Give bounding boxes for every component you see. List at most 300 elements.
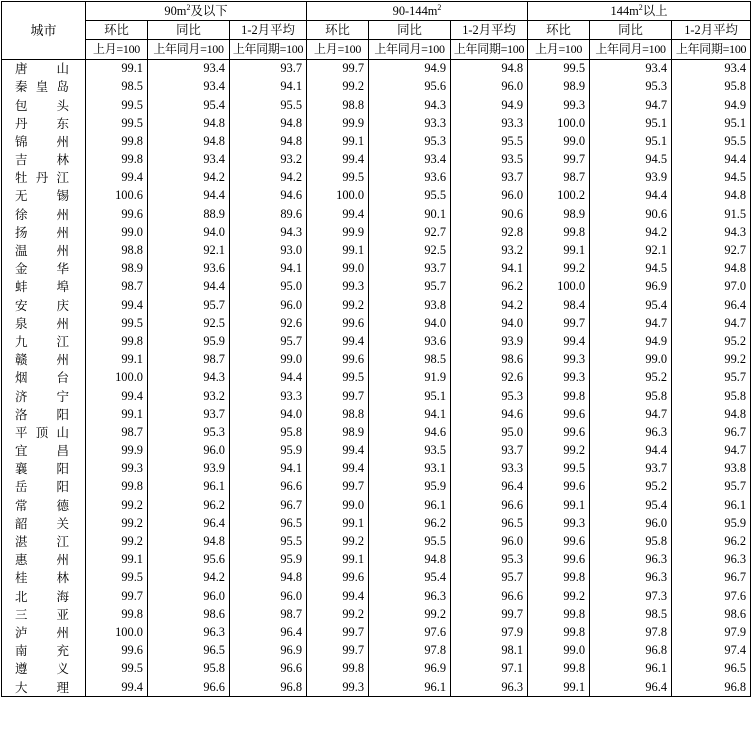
- index-value: 99.0: [528, 132, 590, 150]
- index-value: 96.9: [590, 278, 672, 296]
- index-value: 98.4: [528, 296, 590, 314]
- subheader-mom: 环比: [86, 21, 148, 40]
- index-value: 94.0: [230, 405, 307, 423]
- index-value: 95.8: [590, 387, 672, 405]
- index-value: 94.9: [369, 59, 451, 78]
- table-row: [2, 423, 751, 441]
- index-value: 98.7: [528, 169, 590, 187]
- index-value: 94.2: [451, 296, 528, 314]
- city-name: 岳阳: [2, 478, 86, 496]
- index-value: 98.8: [86, 241, 148, 259]
- index-value: 99.7: [528, 314, 590, 332]
- index-value: 94.1: [230, 260, 307, 278]
- group-label-sup: 2: [186, 2, 191, 12]
- city-name: 牡丹江: [2, 169, 86, 187]
- index-value: 93.3: [230, 387, 307, 405]
- base-yoy: 上年同月=100: [590, 40, 672, 59]
- index-value: 99.1: [86, 351, 148, 369]
- city-name: 平顶山: [2, 423, 86, 441]
- subheader-avg: 1-2月平均: [451, 21, 528, 40]
- index-value: 98.7: [148, 351, 230, 369]
- index-value: 99.5: [307, 369, 369, 387]
- base-avg: 上年同期=100: [230, 40, 307, 59]
- index-value: 99.0: [590, 351, 672, 369]
- index-value: 94.4: [590, 187, 672, 205]
- index-value: 99.7: [307, 642, 369, 660]
- index-value: 94.4: [148, 278, 230, 296]
- index-value: 99.8: [86, 478, 148, 496]
- index-value: 94.9: [451, 96, 528, 114]
- city-name: 蚌埠: [2, 278, 86, 296]
- city-name: 无锡: [2, 187, 86, 205]
- index-value: 100.0: [528, 278, 590, 296]
- index-value: 93.7: [230, 59, 307, 78]
- index-value: 95.4: [369, 569, 451, 587]
- index-value: 96.2: [451, 278, 528, 296]
- index-value: 96.3: [590, 569, 672, 587]
- index-value: 93.6: [369, 332, 451, 350]
- group-header-small: [86, 2, 307, 21]
- city-name: 秦皇岛: [2, 78, 86, 96]
- index-value: 91.9: [369, 369, 451, 387]
- city-column-header: 城市: [2, 2, 86, 60]
- index-value: 89.6: [230, 205, 307, 223]
- base-mom: 上月=100: [86, 40, 148, 59]
- index-value: 99.4: [307, 332, 369, 350]
- index-value: 99.1: [86, 405, 148, 423]
- index-value: 93.4: [148, 78, 230, 96]
- table-row: [2, 442, 751, 460]
- index-value: 95.3: [369, 132, 451, 150]
- index-value: 96.5: [230, 514, 307, 532]
- city-name: 济宁: [2, 387, 86, 405]
- index-value: 95.7: [672, 478, 751, 496]
- base-mom: 上月=100: [307, 40, 369, 59]
- table-row: [2, 587, 751, 605]
- group-label-sup: 2: [638, 2, 643, 12]
- index-value: 99.3: [86, 460, 148, 478]
- index-value: 93.8: [369, 296, 451, 314]
- index-value: 95.8: [672, 78, 751, 96]
- index-value: 95.9: [230, 551, 307, 569]
- index-value: 93.4: [590, 59, 672, 78]
- index-value: 99.4: [307, 205, 369, 223]
- index-value: 99.1: [307, 132, 369, 150]
- index-value: 96.3: [451, 678, 528, 697]
- index-value: 99.4: [86, 169, 148, 187]
- table-row: [2, 260, 751, 278]
- index-value: 94.8: [672, 405, 751, 423]
- index-value: 96.4: [590, 678, 672, 697]
- index-value: 99.8: [528, 623, 590, 641]
- index-value: 94.5: [672, 169, 751, 187]
- index-value: 99.6: [307, 569, 369, 587]
- index-value: 99.2: [672, 351, 751, 369]
- table-row: [2, 223, 751, 241]
- index-value: 95.2: [672, 332, 751, 350]
- index-value: 95.5: [672, 132, 751, 150]
- index-value: 98.5: [590, 605, 672, 623]
- index-value: 100.0: [86, 369, 148, 387]
- index-value: 98.6: [672, 605, 751, 623]
- index-value: 93.9: [148, 460, 230, 478]
- table-row: [2, 369, 751, 387]
- index-value: 99.5: [307, 169, 369, 187]
- base-avg: 上年同期=100: [672, 40, 751, 59]
- table-row: [2, 678, 751, 697]
- index-value: 94.8: [672, 187, 751, 205]
- index-value: 99.3: [528, 351, 590, 369]
- group-label-sup: 2: [437, 2, 442, 12]
- index-value: 95.1: [590, 114, 672, 132]
- index-value: 95.3: [451, 551, 528, 569]
- index-value: 96.6: [451, 496, 528, 514]
- table-row: [2, 96, 751, 114]
- index-value: 95.4: [590, 496, 672, 514]
- table-body: [2, 59, 751, 697]
- city-name: 温州: [2, 241, 86, 259]
- group-header-medium: [307, 2, 528, 21]
- index-value: 98.9: [307, 423, 369, 441]
- index-value: 95.7: [451, 569, 528, 587]
- city-name: 三亚: [2, 605, 86, 623]
- index-value: 93.3: [451, 114, 528, 132]
- index-value: 99.5: [86, 96, 148, 114]
- index-value: 94.8: [672, 260, 751, 278]
- index-value: 94.0: [369, 314, 451, 332]
- index-value: 95.3: [590, 78, 672, 96]
- index-value: 92.7: [672, 241, 751, 259]
- index-value: 99.0: [528, 642, 590, 660]
- index-value: 97.8: [590, 623, 672, 641]
- index-value: 93.5: [369, 442, 451, 460]
- index-value: 93.4: [672, 59, 751, 78]
- index-value: 97.6: [369, 623, 451, 641]
- index-value: 93.6: [369, 169, 451, 187]
- city-name: 金华: [2, 260, 86, 278]
- index-value: 92.7: [369, 223, 451, 241]
- index-value: 96.6: [148, 678, 230, 697]
- table-row: [2, 605, 751, 623]
- index-value: 93.9: [451, 332, 528, 350]
- index-value: 96.0: [451, 187, 528, 205]
- subheader-yoy: 同比: [369, 21, 451, 40]
- index-value: 93.9: [590, 169, 672, 187]
- index-value: 94.8: [230, 132, 307, 150]
- index-value: 96.0: [148, 587, 230, 605]
- index-value: 99.5: [528, 460, 590, 478]
- index-value: 95.4: [590, 296, 672, 314]
- index-value: 94.1: [230, 460, 307, 478]
- index-value: 98.8: [307, 96, 369, 114]
- city-name: 韶关: [2, 514, 86, 532]
- index-value: 99.2: [86, 514, 148, 532]
- index-value: 95.7: [369, 278, 451, 296]
- index-value: 94.1: [451, 260, 528, 278]
- index-value: 95.7: [230, 332, 307, 350]
- table-row: [2, 623, 751, 641]
- subheader-mom: 环比: [307, 21, 369, 40]
- index-value: 99.2: [86, 496, 148, 514]
- index-value: 99.3: [528, 369, 590, 387]
- index-value: 94.6: [369, 423, 451, 441]
- city-name: 九江: [2, 332, 86, 350]
- index-value: 93.7: [451, 169, 528, 187]
- base-avg: 上年同期=100: [451, 40, 528, 59]
- index-value: 99.4: [307, 442, 369, 460]
- index-value: 99.6: [528, 532, 590, 550]
- city-name: 南充: [2, 642, 86, 660]
- index-value: 99.1: [86, 59, 148, 78]
- index-value: 94.1: [369, 405, 451, 423]
- index-value: 100.0: [307, 187, 369, 205]
- table-row: [2, 332, 751, 350]
- city-name: 北海: [2, 587, 86, 605]
- table-row: [2, 569, 751, 587]
- index-value: 94.6: [230, 187, 307, 205]
- table-row: [2, 660, 751, 678]
- index-value: 96.0: [451, 532, 528, 550]
- table-row: [2, 169, 751, 187]
- index-value: 94.5: [590, 151, 672, 169]
- index-value: 96.5: [148, 642, 230, 660]
- index-value: 99.4: [86, 387, 148, 405]
- index-value: 97.4: [672, 642, 751, 660]
- table-row: [2, 296, 751, 314]
- index-value: 95.8: [230, 423, 307, 441]
- index-value: 94.8: [148, 132, 230, 150]
- index-value: 93.2: [148, 387, 230, 405]
- city-name: 常德: [2, 496, 86, 514]
- index-value: 94.3: [369, 96, 451, 114]
- index-value: 99.2: [528, 442, 590, 460]
- index-value: 94.0: [451, 314, 528, 332]
- index-value: 99.4: [307, 151, 369, 169]
- index-value: 94.4: [672, 151, 751, 169]
- index-value: 100.0: [528, 114, 590, 132]
- index-value: 94.7: [590, 405, 672, 423]
- index-value: 94.4: [590, 442, 672, 460]
- index-value: 94.2: [590, 223, 672, 241]
- index-value: 99.4: [307, 460, 369, 478]
- index-value: 95.0: [451, 423, 528, 441]
- index-value: 99.1: [307, 241, 369, 259]
- index-value: 94.3: [672, 223, 751, 241]
- index-value: 93.5: [451, 151, 528, 169]
- index-value: 99.1: [307, 551, 369, 569]
- index-value: 94.0: [148, 223, 230, 241]
- index-value: 96.4: [148, 514, 230, 532]
- city-name: 徐州: [2, 205, 86, 223]
- index-value: 94.2: [148, 569, 230, 587]
- index-value: 93.6: [148, 260, 230, 278]
- index-value: 98.6: [148, 605, 230, 623]
- index-value: 96.6: [451, 587, 528, 605]
- index-value: 99.5: [86, 569, 148, 587]
- index-value: 94.8: [230, 569, 307, 587]
- index-value: 99.8: [86, 605, 148, 623]
- index-value: 98.9: [86, 260, 148, 278]
- table-row: [2, 460, 751, 478]
- index-value: 95.3: [148, 423, 230, 441]
- index-value: 93.4: [369, 151, 451, 169]
- index-value: 99.7: [307, 387, 369, 405]
- table-row: [2, 241, 751, 259]
- index-value: 96.7: [672, 423, 751, 441]
- index-value: 96.0: [451, 78, 528, 96]
- index-value: 96.3: [590, 551, 672, 569]
- index-value: 99.6: [86, 205, 148, 223]
- index-value: 94.2: [148, 169, 230, 187]
- index-value: 99.2: [307, 532, 369, 550]
- index-value: 91.5: [672, 205, 751, 223]
- index-value: 94.8: [230, 114, 307, 132]
- index-value: 96.3: [590, 423, 672, 441]
- index-value: 95.9: [230, 442, 307, 460]
- index-value: 99.6: [528, 551, 590, 569]
- table-row: [2, 642, 751, 660]
- index-value: 99.8: [307, 660, 369, 678]
- index-value: 99.6: [86, 642, 148, 660]
- city-name: 襄阳: [2, 460, 86, 478]
- index-value: 95.6: [369, 78, 451, 96]
- group-header-large: [528, 2, 751, 21]
- index-value: 98.5: [86, 78, 148, 96]
- index-value: 93.3: [369, 114, 451, 132]
- index-value: 96.5: [451, 514, 528, 532]
- index-value: 94.7: [590, 314, 672, 332]
- index-value: 95.8: [148, 660, 230, 678]
- table-row: [2, 551, 751, 569]
- index-value: 99.2: [528, 260, 590, 278]
- index-value: 99.3: [307, 278, 369, 296]
- index-value: 99.6: [528, 478, 590, 496]
- table-row: [2, 514, 751, 532]
- index-value: 96.3: [672, 551, 751, 569]
- index-value: 99.2: [307, 78, 369, 96]
- index-value: 99.9: [307, 223, 369, 241]
- index-value: 94.7: [672, 314, 751, 332]
- group-label-suffix: 以上: [642, 3, 668, 18]
- index-value: 96.7: [672, 569, 751, 587]
- index-value: 99.8: [528, 223, 590, 241]
- index-value: 97.9: [451, 623, 528, 641]
- city-name: 扬州: [2, 223, 86, 241]
- index-value: 94.8: [148, 114, 230, 132]
- city-name: 安庆: [2, 296, 86, 314]
- index-value: 90.6: [590, 205, 672, 223]
- city-name: 湛江: [2, 532, 86, 550]
- index-value: 96.0: [230, 587, 307, 605]
- index-value: 99.2: [307, 605, 369, 623]
- base-yoy: 上年同月=100: [369, 40, 451, 59]
- index-value: 99.1: [307, 514, 369, 532]
- city-name: 遵义: [2, 660, 86, 678]
- table-row: [2, 387, 751, 405]
- index-value: 99.3: [528, 96, 590, 114]
- group-label: 144m: [610, 3, 639, 18]
- city-name: 桂林: [2, 569, 86, 587]
- index-value: 99.7: [307, 59, 369, 78]
- index-value: 99.8: [528, 569, 590, 587]
- subheader-yoy: 同比: [590, 21, 672, 40]
- index-value: 97.6: [672, 587, 751, 605]
- index-value: 98.7: [86, 423, 148, 441]
- index-value: 93.7: [148, 405, 230, 423]
- subheader-avg: 1-2月平均: [230, 21, 307, 40]
- table-row: [2, 314, 751, 332]
- index-value: 98.8: [307, 405, 369, 423]
- index-value: 99.7: [86, 587, 148, 605]
- index-value: 97.9: [672, 623, 751, 641]
- index-value: 99.4: [86, 296, 148, 314]
- index-value: 99.5: [86, 314, 148, 332]
- index-value: 96.1: [369, 496, 451, 514]
- index-value: 96.3: [148, 623, 230, 641]
- city-name: 吉林: [2, 151, 86, 169]
- index-value: 96.4: [230, 623, 307, 641]
- index-value: 93.0: [230, 241, 307, 259]
- index-value: 96.1: [369, 678, 451, 697]
- index-value: 99.8: [528, 387, 590, 405]
- index-value: 97.8: [369, 642, 451, 660]
- header-row-bases: [2, 40, 751, 59]
- index-value: 99.6: [528, 405, 590, 423]
- city-name: 宜昌: [2, 442, 86, 460]
- index-value: 96.0: [590, 514, 672, 532]
- index-value: 99.3: [528, 514, 590, 532]
- index-value: 99.6: [307, 351, 369, 369]
- index-value: 99.3: [307, 678, 369, 697]
- index-value: 93.2: [230, 151, 307, 169]
- index-value: 95.3: [451, 387, 528, 405]
- index-value: 94.3: [230, 223, 307, 241]
- index-value: 94.7: [590, 96, 672, 114]
- index-value: 96.9: [230, 642, 307, 660]
- city-name: 惠州: [2, 551, 86, 569]
- index-value: 92.5: [148, 314, 230, 332]
- index-value: 93.3: [451, 460, 528, 478]
- index-value: 95.9: [148, 332, 230, 350]
- index-value: 96.3: [369, 587, 451, 605]
- table-row: [2, 478, 751, 496]
- index-value: 99.1: [528, 496, 590, 514]
- city-name: 包头: [2, 96, 86, 114]
- index-value: 96.4: [451, 478, 528, 496]
- index-value: 99.4: [86, 678, 148, 697]
- index-value: 95.0: [230, 278, 307, 296]
- index-value: 99.1: [528, 678, 590, 697]
- index-value: 94.9: [590, 332, 672, 350]
- base-mom: 上月=100: [528, 40, 590, 59]
- index-value: 99.7: [307, 623, 369, 641]
- index-value: 99.8: [528, 660, 590, 678]
- table-row: [2, 205, 751, 223]
- index-value: 88.9: [148, 205, 230, 223]
- index-value: 96.2: [672, 532, 751, 550]
- index-value: 95.2: [590, 478, 672, 496]
- header-row-groups: [2, 2, 751, 21]
- index-value: 96.4: [672, 296, 751, 314]
- index-value: 99.2: [369, 605, 451, 623]
- index-value: 92.6: [451, 369, 528, 387]
- city-name: 唐山: [2, 59, 86, 78]
- index-value: 95.5: [230, 532, 307, 550]
- index-value: 93.8: [672, 460, 751, 478]
- table-row: [2, 278, 751, 296]
- index-value: 92.1: [148, 241, 230, 259]
- index-value: 93.7: [590, 460, 672, 478]
